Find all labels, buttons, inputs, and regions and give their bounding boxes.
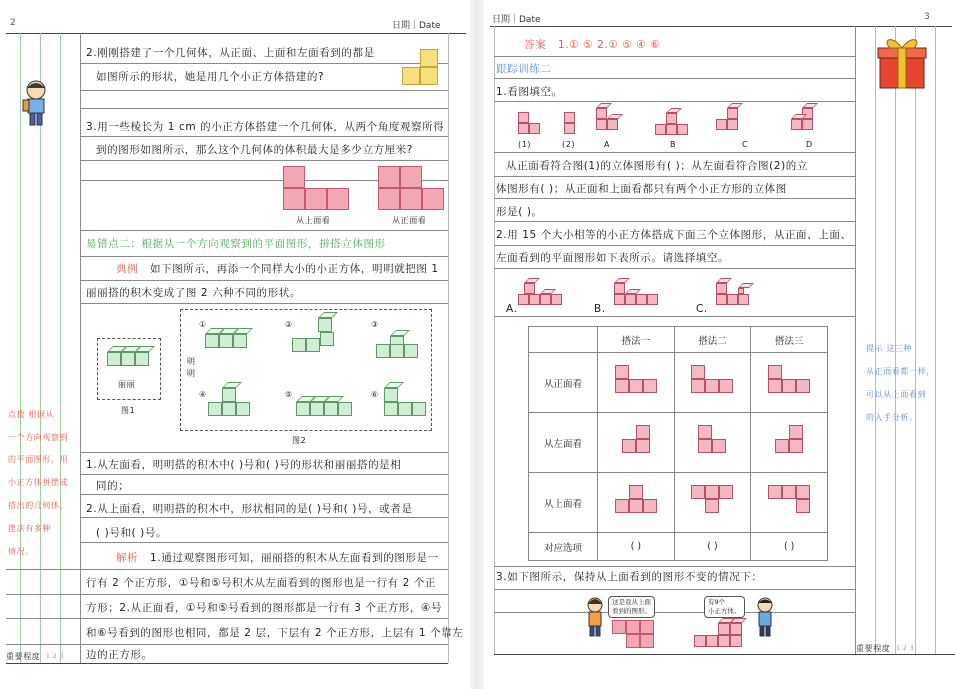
page-number: 2: [10, 18, 16, 28]
fig-label-c: C: [742, 140, 749, 149]
margin-rule: [855, 26, 856, 654]
table-header-3: 搭法三: [751, 327, 828, 353]
footer-rule: [6, 663, 448, 664]
table-row: [529, 533, 828, 561]
view-front-label: 从正面看: [392, 216, 427, 225]
bubble-right-line: 有9个: [708, 598, 726, 606]
front-view-1: [601, 355, 671, 411]
left-view-2: [677, 415, 747, 471]
grid-tick: [935, 26, 936, 654]
fig-label-b: B: [670, 140, 677, 149]
rule-line: [80, 303, 448, 304]
front-view-2: [677, 355, 747, 411]
example-tag: 典例: [116, 263, 139, 275]
student-illustration: [20, 78, 52, 128]
view-top-label: 从上面看: [296, 216, 331, 225]
q3-line2: 到的图形如图所示，那么这个几何体的体积最大是多少立方厘米?: [96, 144, 413, 156]
row-label-option: 对应选项: [529, 533, 598, 561]
grid-tick: [875, 26, 876, 654]
sub2-line1: 2.从上面看，明明搭的积木中，形状相同的是( )号和( )号，或者是: [86, 503, 413, 515]
top-view-3: [754, 475, 824, 531]
rule-line: [494, 56, 855, 57]
figure2-caption: 图2: [292, 436, 307, 445]
speech-bubble-right: [704, 596, 745, 618]
date-label: 日期｜Date: [492, 15, 541, 25]
t1-title: 1.看图填空。: [496, 86, 563, 98]
section-title: 易错点二：根据从一个方向观察到的平面图形，拼搭立体图形: [86, 238, 386, 250]
t1-line1: 从正面看符合图(1)的立体图形有( )；从左面看符合图(2)的立: [506, 160, 808, 172]
figure2-side-label: 明明: [187, 357, 196, 378]
header-rule: [6, 33, 466, 34]
fig2-num-6: ⑥: [371, 390, 379, 399]
q2-line1: 2.刚刚搭建了一个几何体，从正面、上面和左面看到的都是: [86, 47, 375, 59]
option-blank-3[interactable]: ( ): [751, 533, 828, 561]
rule-line: [80, 136, 448, 137]
right-page: [484, 0, 955, 689]
boy-illustration: [754, 596, 776, 638]
rule-line: [80, 452, 448, 453]
rule-line: [6, 618, 448, 619]
rule-line: [80, 494, 448, 495]
choice-a-label: A.: [506, 303, 518, 315]
bubble-left-line: 这是我从上面: [612, 598, 651, 606]
rule-line: [6, 594, 448, 595]
fig-label-d: D: [806, 140, 813, 149]
rule-line: [494, 316, 855, 317]
fig2-num-4: ④: [199, 390, 207, 399]
fig2-num-5: ⑤: [285, 390, 293, 399]
fig2-num-1: ①: [199, 320, 207, 329]
t2-line2: 左面看到的平面图形如下表所示。请选择填空。: [496, 252, 730, 264]
figure1-caption: 图1: [121, 406, 136, 415]
left-view-3: [754, 415, 824, 471]
fig2-num-3: ③: [371, 320, 379, 329]
margin-note-line: 搭出的几何体，: [8, 501, 69, 510]
option-blank-2[interactable]: ( ): [674, 533, 751, 561]
gift-box-illustration: [874, 32, 930, 90]
rule-line: [494, 78, 855, 79]
rule-line: [494, 176, 855, 177]
top-view-2: [677, 475, 747, 531]
example-line1: 如下图所示，再添一个同样大小的小正方体，明明就把图 1: [150, 263, 439, 275]
choice-b-label: B.: [594, 303, 606, 315]
table-header-1: 搭法一: [598, 327, 675, 353]
margin-note-line: 的平面图形，用: [8, 455, 69, 464]
analysis-line4: 和⑥号看到的图形也相同，都是 2 层，下层有 2 个正方形，上层有 1 个靠左: [86, 627, 464, 639]
grid-tick: [915, 26, 916, 654]
rule-line: [80, 230, 448, 231]
hint-line: 提示 这三种: [866, 344, 913, 353]
hint-line: 的入手分析。: [866, 413, 918, 422]
importance-label: 重要程度: [6, 652, 41, 661]
book-gutter: [470, 0, 484, 689]
rule-line: [6, 569, 448, 570]
hint-line: 从正面看都一样，: [866, 367, 935, 376]
hint-line: 可以从上面看到: [866, 390, 927, 399]
rule-line: [80, 517, 448, 518]
fig-label-a: A: [604, 140, 611, 149]
t3-line: 3.如下图所示，保持从上面看到的图形不变的情况下：: [496, 571, 763, 583]
figure1-name: 丽丽: [118, 380, 136, 389]
analysis-line3: 方形；2.从正面看，①号和⑤号看到的图形都是一行有 3 个正方形，④号: [86, 602, 443, 614]
front-view-3: [754, 355, 824, 411]
bubble-right-line: 小正方体。: [708, 607, 741, 615]
sub1-line1: 1.从左面看，明明搭的积木中( )号和( )号的形状和丽丽搭的是相: [86, 459, 402, 471]
option-blank-1[interactable]: ( ): [598, 533, 675, 561]
fig2-num-2: ②: [285, 320, 293, 329]
margin-note-line: 情况。: [8, 547, 34, 556]
grid-tick: [895, 26, 896, 654]
rule-line: [80, 280, 448, 281]
table-row: [529, 353, 828, 413]
importance-stars: 1 2 3: [896, 645, 915, 652]
t1-line2: 体图形有( )；从正面和上面看都只有两个小正方形的立体图: [496, 183, 787, 195]
rule-line: [80, 474, 448, 475]
rule-line: [494, 245, 855, 246]
answer-tag: 答案: [524, 39, 547, 51]
speech-bubble-left: [608, 596, 655, 618]
date-label: 日期｜Date: [392, 21, 441, 31]
analysis-line1: 1.通过观察图形可知，丽丽搭的积木从左面看到的图形是一: [150, 552, 439, 564]
rule-line: [494, 268, 855, 269]
rule-line: [80, 256, 448, 257]
example-line2: 丽丽搭的积木变成了图 2 六种不同的形状。: [86, 287, 301, 299]
left-rule: [494, 26, 495, 654]
rule-line: [494, 198, 855, 199]
fig-label-1: (1): [518, 140, 532, 149]
table-row: [529, 473, 828, 533]
rule-line: [80, 542, 448, 543]
rule-line: [80, 108, 448, 109]
rule-line: [494, 152, 855, 153]
bubble-left-line: 看到的图形。: [612, 607, 651, 615]
rule-line: [494, 612, 855, 613]
q2-line2: 如图所示的形状，她是用几个小正方体搭建的?: [96, 71, 325, 83]
training-title: 跟踪训练二: [496, 63, 552, 75]
table-header-2: 搭法二: [674, 327, 751, 353]
choice-c-label: C.: [696, 303, 708, 315]
margin-note-line: 一个方向观察到: [8, 433, 69, 442]
t2-line1: 2.用 15 个大小相等的小正方体搭成下面三个立体图形，从正面、上面、: [496, 229, 852, 241]
analysis-line5: 边的正方形。: [86, 649, 153, 661]
importance-label: 重要程度: [856, 644, 891, 653]
table-row: [529, 413, 828, 473]
rule-line: [6, 644, 448, 645]
girl-illustration: [584, 596, 606, 638]
left-page: [0, 0, 470, 689]
rule-line: [80, 160, 448, 161]
row-label-top: 从上面看: [529, 473, 598, 533]
margin-note-line: 小正方体拼摆或: [8, 478, 69, 487]
answer-text: 1.① ⑤ 2.① ⑤ ④ ⑥: [558, 39, 661, 51]
table-header-empty: [529, 327, 598, 353]
sub2-line2: ( )号和( )号。: [96, 527, 168, 539]
views-table: [528, 326, 828, 561]
fig-label-2: (2): [562, 140, 576, 149]
q3-line1: 3.用一些棱长为 1 cm 的小正方体搭建一个几何体，从两个角度观察所得: [86, 121, 445, 133]
rule-line: [494, 566, 855, 567]
right-rule: [448, 33, 449, 663]
margin-note-line: 摆法有多种: [8, 524, 51, 533]
sub1-line2: 同的；: [96, 480, 130, 492]
page-number: 3: [924, 12, 930, 22]
t1-line3: 形是( )。: [496, 206, 543, 218]
header-rule: [490, 26, 952, 27]
rule-line: [494, 101, 855, 102]
top-view-1: [601, 475, 671, 531]
rule-line: [494, 221, 855, 222]
row-label-left: 从左面看: [529, 413, 598, 473]
analysis-line2: 行有 2 个正方形，①号和⑤号积木从左面看到的图形也是一行有 2 个正: [86, 577, 437, 589]
rule-line: [80, 63, 448, 64]
analysis-tag: 解析: [116, 552, 139, 564]
rule-line: [494, 589, 855, 590]
importance-stars: 1 2 3: [46, 653, 65, 660]
margin-note-line: 点拨 根据从: [8, 410, 55, 419]
left-view-1: [601, 415, 671, 471]
rule-line: [80, 90, 448, 91]
row-label-front: 从正面看: [529, 353, 598, 413]
